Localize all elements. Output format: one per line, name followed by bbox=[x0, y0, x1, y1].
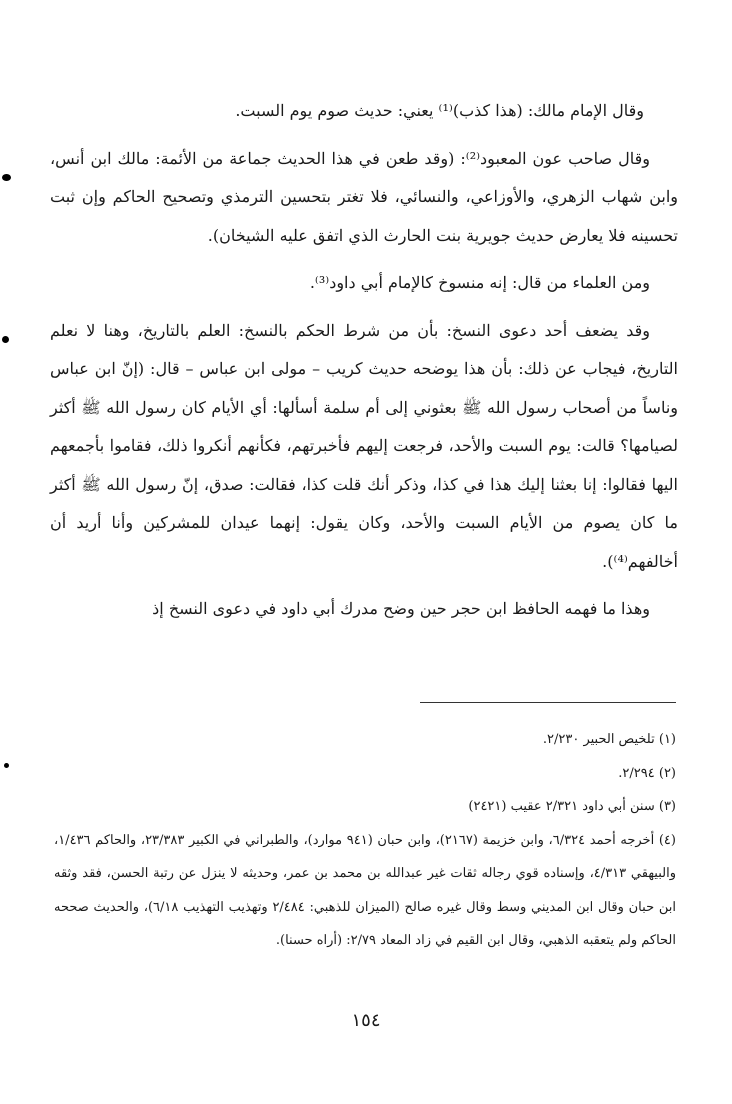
main-text bbox=[50, 92, 678, 638]
footnote: (٣) سنن أبي داود ٢/٣٢١ عقيب (٢٤٢١) bbox=[468, 799, 676, 814]
page-number: ١٥٤ bbox=[351, 1010, 381, 1031]
paragraph: وقال صاحب عون المعبود⁽²⁾: (وقد طعن في هذا الحديث جماعة من الأئمة: مالك ابن أنس، وابن شهاب الزهري، والأوزاعي، والنسائي، فلا تغتر بتحسين الترمذي وتصحيح الحاكم وإن ثبت تحسينه فلا يعارض حديث جويرية بنت الحارث الذي اتفق عليه الشيخان). bbox=[50, 148, 678, 245]
margin-ink-mark bbox=[2, 336, 9, 343]
paragraph: ومن العلماء من قال: إنه منسوخ كالإمام أبي داود⁽³⁾. bbox=[309, 273, 650, 292]
footnotes bbox=[54, 723, 676, 958]
footnote: (١) تلخيص الحبير ٢/٢٣٠. bbox=[542, 732, 676, 747]
footnote: (٢) ٢/٢٩٤. bbox=[618, 765, 676, 781]
footnote: (٤) أخرجه أحمد ٦/٣٢٤، وابن خزيمة (٢١٦٧)، وابن حبان (٩٤١ موارد)، والطبراني في الكبير ٢٣/٣٨٣، والحاكم ١/٤٣٦، والبيهقي ٤/٣١٣، وإسناده قوي رجاله ثقات غير عبدالله بن محمد بن عمر، وحديثه لا ينزل عن رتبة الحسن، فقد وثقه ابن حبان وقال ابن المديني وسط وقال غيره صالح (الميزان للذهبي: ٢/٤٨٤ وتهذيب التهذيب ٦/١٨)، والحديث صححه الحاكم ولم يتعقبه الذهبي، وقال ابن القيم في زاد المعاد ٢/٧٩: (أراه حسنا). bbox=[54, 832, 677, 948]
footnote-separator bbox=[420, 702, 676, 703]
paragraph: وقال الإمام مالك: (هذا كذب)⁽¹⁾ يعني: حديث صوم يوم السبت. bbox=[235, 101, 644, 120]
margin-ink-mark bbox=[4, 763, 9, 768]
paragraph: وهذا ما فهمه الحافظ ابن حجر حين وضح مدرك أبي داود في دعوى النسخ إذ bbox=[152, 599, 650, 618]
margin-ink-mark bbox=[2, 174, 11, 181]
paragraph: وقد يضعف أحد دعوى النسخ: بأن من شرط الحكم بالنسخ: العلم بالتاريخ، وهنا لا نعلم التاريخ، فيجاب عن ذلك: بأن هذا يوضحه حديث كريب – مولى ابن عباس – قال: (إنّ ابن عباس وناساً من أصحاب رسول الله ﷺ بعثوني إلى أم سلمة أسألها: أي الأيام كان رسول الله ﷺ أكثر لصيامها؟ قالت: يوم السبت والأحد، فرجعت إليهم فأخبرتهم، فكأنهم أنكروا ذلك، فقاموا بأجمعهم اليها فقالوا: إنا بعثنا إليك هذا في كذا، وذكر أنك قلت كذا، فقالت: صدق، إنّ رسول الله ﷺ أكثر ما كان يصوم من الأيام السبت والأحد، وكان يقول: إنهما عيدان للمشركين وأنا أريد أن أخالفهم⁽⁴⁾). bbox=[50, 320, 679, 571]
